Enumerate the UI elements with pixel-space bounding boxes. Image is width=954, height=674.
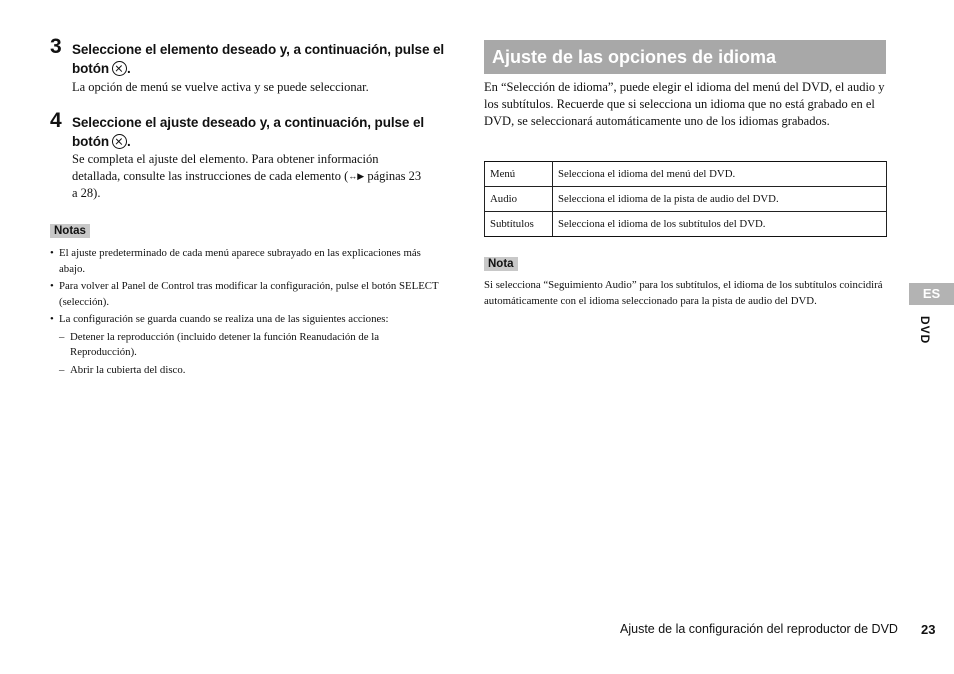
step-3-title-end: . — [126, 61, 131, 76]
step-4-title-line2: botón — [72, 134, 109, 149]
language-tab: ES — [909, 283, 954, 305]
table-cell-item: Menú — [485, 162, 553, 187]
table-cell-desc: Selecciona el idioma de la pista de audio del DVD. — [553, 187, 887, 212]
table-row — [485, 162, 887, 187]
footer-title: Ajuste de la configuración del reproductor de DVD — [620, 622, 898, 636]
step-3-number: 3 — [50, 35, 62, 58]
notes-label: Notas — [50, 224, 90, 238]
step-3-title — [72, 40, 462, 78]
note-item: • El ajuste predeterminado de cada menú aparece subrayado en las explicaciones más abajo. — [50, 246, 445, 277]
section-side-label: DVD — [918, 316, 932, 345]
table-cell-desc: Selecciona el idioma del menú del DVD. — [553, 162, 887, 187]
arrow-icon: ↔▶ — [348, 171, 365, 181]
step-4-body-line1: Se completa el ajuste del elemento. Para obtener información — [72, 152, 379, 166]
step-3-title-line1: Seleccione el elemento deseado y, a continuación, pulse el — [72, 42, 445, 57]
step-4-body — [72, 151, 462, 202]
step-4-body-line3: a 28). — [72, 186, 101, 200]
table-row — [485, 212, 887, 237]
table-cell-item: Audio — [485, 187, 553, 212]
note-label: Nota — [484, 257, 518, 271]
language-options-table — [484, 161, 887, 237]
table-cell-item: Subtítulos — [485, 212, 553, 237]
step-4-number: 4 — [50, 109, 62, 132]
step-4-body-line2b: páginas 23 — [364, 169, 422, 183]
section-intro: En “Selección de idioma”, puede elegir el idioma del menú del DVD, el audio y los subtítulos. Recuerde que si selecciona un idioma que no está grabado en el DVD, se seleccionará automáticamente uno de los idiomas grabados. — [484, 80, 885, 128]
note-subitem: – Detener la reproducción (incluido detener la función Reanudación de la Reproducción). — [59, 330, 445, 361]
section-title-bar: Ajuste de las opciones de idioma — [484, 40, 886, 74]
step-4-title — [72, 113, 462, 151]
step-3-title-line2: botón — [72, 61, 109, 76]
table-cell-desc: Selecciona el idioma de los subtítulos del DVD. — [553, 212, 887, 237]
note-block — [484, 254, 886, 309]
step-4-body-line2a: detallada, consulte las instrucciones de cada elemento ( — [72, 169, 349, 183]
note-text: Si selecciona “Seguimiento Audio” para los subtítulos, el idioma de los subtítulos coincidirá automáticamente con el idioma seleccionado para la pista de audio del DVD. — [484, 279, 883, 307]
table-row — [485, 187, 887, 212]
notes-list-wrap — [50, 246, 445, 378]
note-subitem: – Abrir la cubierta del disco. — [59, 363, 445, 379]
step-4-title-line1: Seleccione el ajuste deseado y, a continuación, pulse el — [72, 115, 425, 130]
note-item: • Para volver al Panel de Control tras modificar la configuración, pulse el botón SELECT (selección). — [50, 279, 445, 310]
notes-sublist — [50, 330, 445, 379]
notes-block — [50, 221, 445, 380]
step-4-title-end: . — [126, 134, 131, 149]
cross-button-icon — [112, 134, 127, 149]
notes-list — [50, 246, 445, 328]
page-number: 23 — [921, 622, 936, 637]
step-3-body: La opción de menú se vuelve activa y se puede seleccionar. — [72, 80, 369, 94]
note-item: • La configuración se guarda cuando se realiza una de las siguientes acciones: — [50, 312, 445, 328]
cross-button-icon — [112, 61, 127, 76]
